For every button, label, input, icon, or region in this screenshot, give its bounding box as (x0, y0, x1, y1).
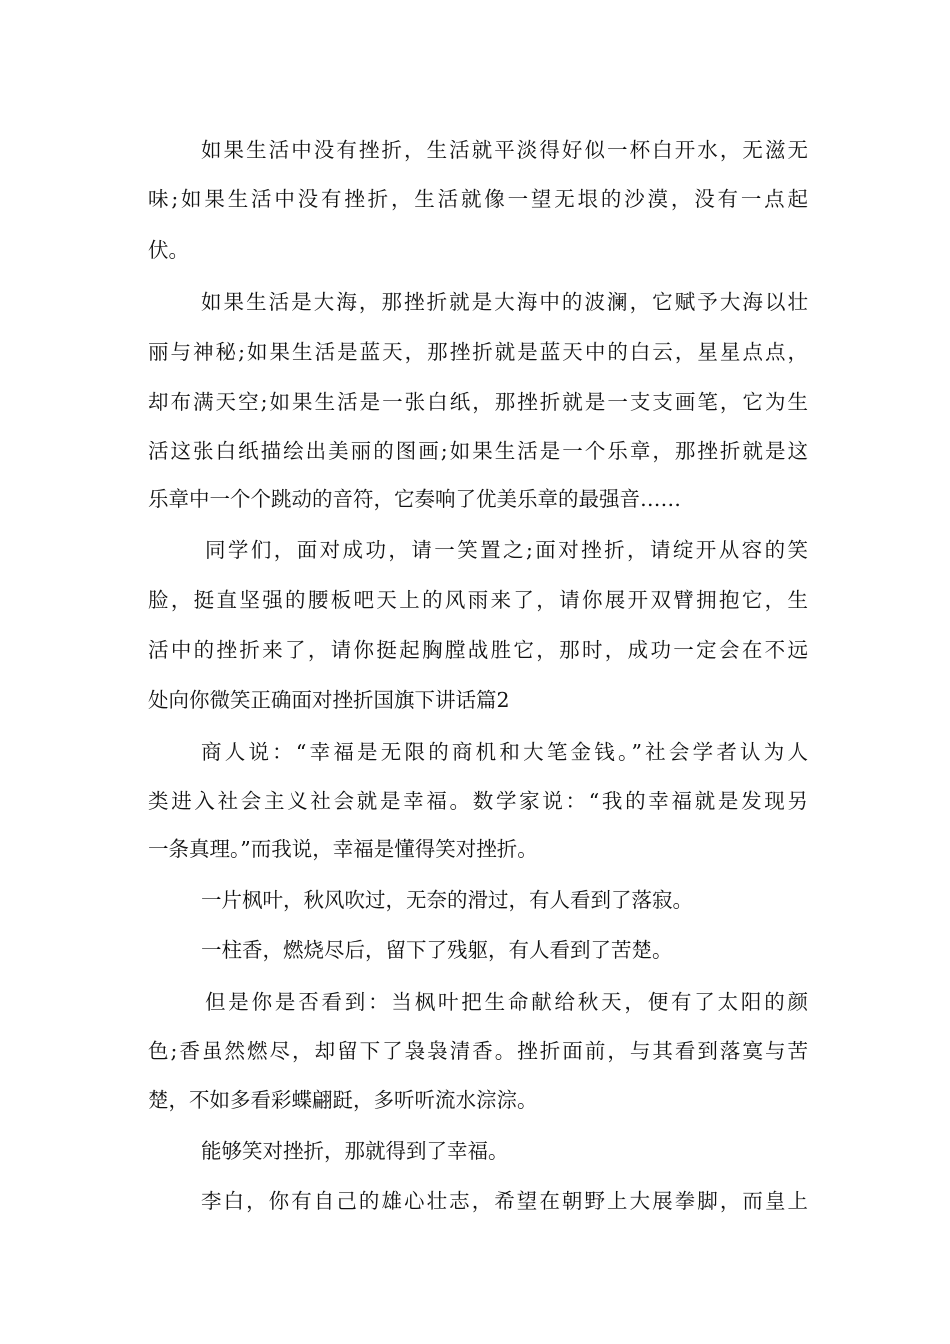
text-line: 同学们，面对成功，请一笑置之;面对挫折，请绽开从容的笑 (205, 538, 808, 562)
text-line: 李白，你有自己的雄心壮志，希望在朝野上大展拳脚，而皇上 (201, 1189, 808, 1213)
section-heading-line: 处向你微笑正确面对挫折国旗下讲话篇2 (148, 688, 510, 712)
text-line: 脸，挺直坚强的腰板吧天上的风雨来了，请你展开双臂拥抱它，生 (148, 588, 808, 612)
text-line: 味;如果生活中没有挫折，生活就像一望无垠的沙漠，没有一点起 (148, 187, 808, 211)
text-line: 商人说：“幸福是无限的商机和大笔金钱。”社会学者认为人 (201, 740, 808, 764)
text-line: 伏。 (148, 238, 189, 262)
text-line: 乐章中一个个跳动的音符，它奏响了优美乐章的最强音…… (148, 487, 681, 511)
text-line: 一条真理。”而我说，幸福是懂得笑对挫折。 (148, 837, 538, 861)
text-line: 活中的挫折来了，请你挺起胸膛战胜它，那时，成功一定会在不远 (148, 638, 808, 662)
text-line: 楚，不如多看彩蝶翩跹，多听听流水淙淙。 (148, 1088, 538, 1112)
text-line: 丽与神秘;如果生活是蓝天，那挫折就是蓝天中的白云，星星点点， (148, 340, 808, 364)
text-line: 却布满天空;如果生活是一张白纸，那挫折就是一支支画笔，它为生 (148, 390, 808, 414)
text-line: 一柱香，燃烧尽后，留下了残躯，有人看到了苦楚。 (201, 938, 673, 962)
text-line: 能够笑对挫折，那就得到了幸福。 (201, 1139, 509, 1163)
text-line: 但是你是否看到：当枫叶把生命献给秋天，便有了太阳的颜 (205, 990, 808, 1014)
text-line: 如果生活中没有挫折，生活就平淡得好似一杯白开水，无滋无 (201, 138, 808, 162)
text-line: 活这张白纸描绘出美丽的图画;如果生活是一个乐章，那挫折就是这 (148, 439, 808, 463)
text-line: 如果生活是大海，那挫折就是大海中的波澜，它赋予大海以壮 (201, 290, 808, 314)
text-line: 一片枫叶，秋风吹过，无奈的滑过，有人看到了落寂。 (201, 888, 693, 912)
text-line: 类进入社会主义社会就是幸福。数学家说：“我的幸福就是发现另 (148, 789, 808, 813)
text-line: 色;香虽然燃尽，却留下了袅袅清香。挫折面前，与其看到落寞与苦 (148, 1039, 808, 1063)
